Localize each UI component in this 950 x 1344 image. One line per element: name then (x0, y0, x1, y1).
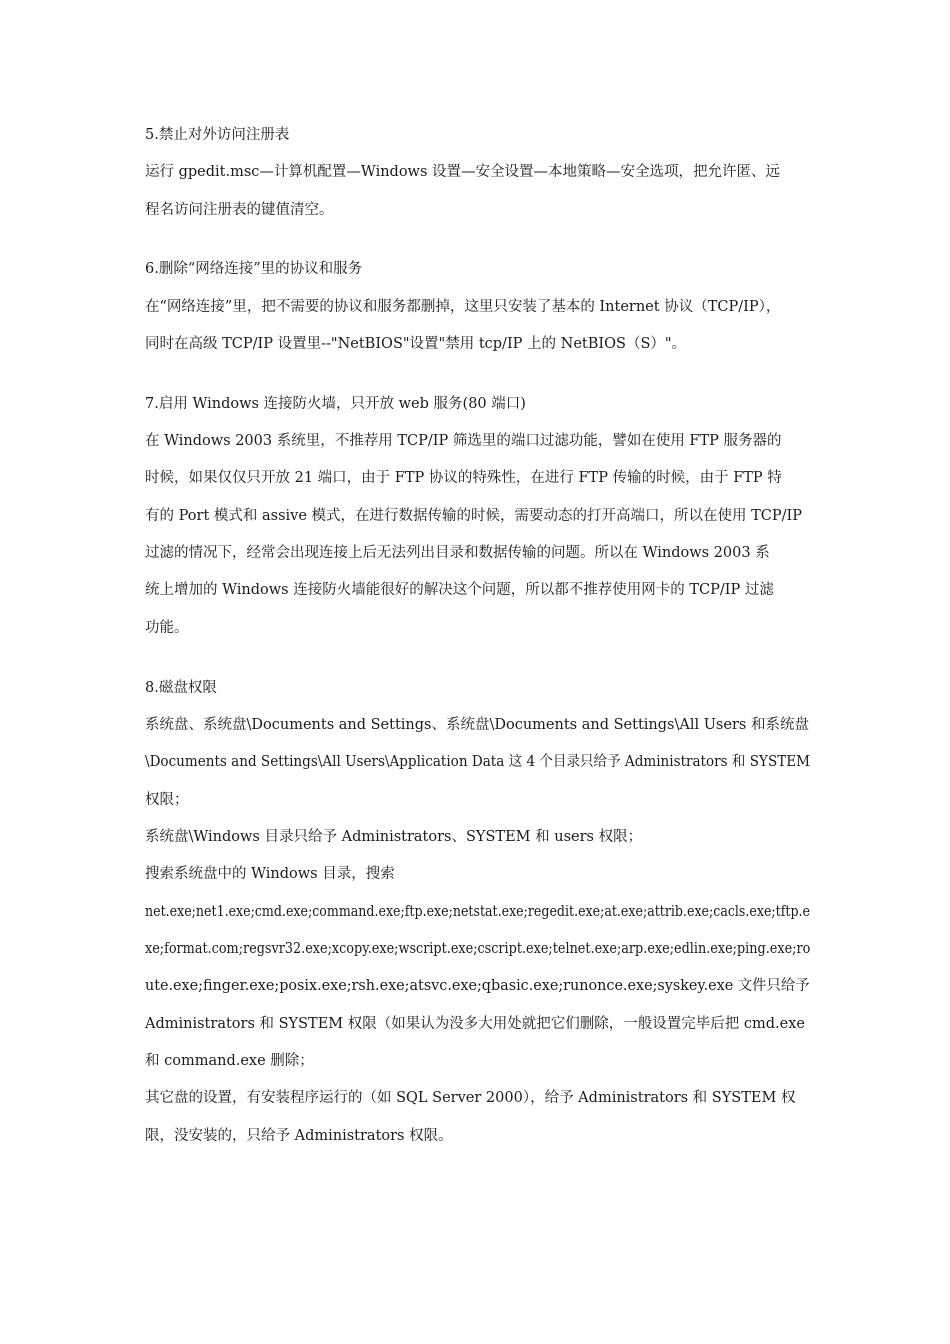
section-7-heading: 7.启用 Windows 连接防火墙，只开放 web 服务(80 端口) (145, 396, 526, 412)
section-7-line-5: 统上增加的 Windows 连接防火墙能很好的解决这个问题，所以都不推荐使用网卡的 TCP/IP 过滤 (145, 582, 774, 598)
section-8-line-3: 权限； (145, 792, 189, 808)
section-8-line-11: 其它盘的设置，有安装程序运行的（如 SQL Server 2000），给予 Administrators 和 SYSTEM 权 (145, 1090, 796, 1106)
section-8-line-12: 限，没安装的，只给予 Administrators 权限。 (145, 1128, 453, 1144)
section-7-line-6: 功能。 (145, 620, 189, 636)
section-7-line-2: 时候，如果仅仅只开放 21 端口，由于 FTP 协议的特殊性，在进行 FTP 传输的时候，由于 FTP 特 (145, 470, 782, 486)
section-7-line-3: 有的 Port 模式和 assive 模式，在进行数据传输的时候，需要动态的打开高端口，所以在使用 TCP/IP (145, 508, 803, 524)
section-8-line-10: 和 command.exe 删除； (145, 1053, 314, 1069)
section-6-line-1: 在“网络连接”里，把不需要的协议和服务都删掉，这里只安装了基本的 Internet 协议（TCP/IP）， (145, 299, 781, 315)
section-8-line-8: ute.exe;finger.exe;posix.exe;rsh.exe;atsvc.exe;qbasic.exe;runonce.exe;syskey.exe 文件只给予 (145, 978, 810, 994)
section-6-heading: 6.删除“网络连接”里的协议和服务 (145, 261, 363, 277)
section-8-line-7: xe;format.com;regsvr32.exe;xcopy.exe;wscript.exe;cscript.exe;telnet.exe;arp.exe;edlin.exe;ping.exe;ro (145, 941, 811, 957)
section-8-line-9: Administrators 和 SYSTEM 权限（如果认为没多大用处就把它们删除，一般设置完毕后把 cmd.exe (145, 1016, 805, 1032)
section-5-line-2: 程名访问注册表的键值清空。 (145, 202, 334, 218)
section-5-heading: 5.禁止对外访问注册表 (145, 127, 290, 143)
section-8-line-6: net.exe;net1.exe;cmd.exe;command.exe;ftp.exe;netstat.exe;regedit.exe;at.exe;attrib.exe;cacls.exe;tftp.e (145, 904, 811, 920)
section-7-line-1: 在 Windows 2003 系统里，不推荐用 TCP/IP 筛选里的端口过滤功能，譬如在使用 FTP 服务器的 (145, 433, 782, 449)
section-7-line-4: 过滤的情况下，经常会出现连接上后无法列出目录和数据传输的问题。所以在 Windows 2003 系 (145, 545, 770, 561)
section-8-line-1: 系统盘、系统盘\Documents and Settings、系统盘\Documents and Settings\All Users 和系统盘 (145, 717, 809, 733)
section-8-heading: 8.磁盘权限 (145, 680, 217, 696)
section-6-line-2: 同时在高级 TCP/IP 设置里--"NetBIOS"设置"禁用 tcp/IP 上的 NetBIOS（S）"。 (145, 336, 687, 352)
section-8-line-5: 搜索系统盘中的 Windows 目录，搜索 (145, 866, 395, 882)
section-8-line-4: 系统盘\Windows 目录只给予 Administrators、SYSTEM 和 users 权限； (145, 829, 643, 845)
section-5-line-1: 运行 gpedit.msc—计算机配置—Windows 设置—安全设置—本地策略—安全选项，把允许匿、远 (145, 164, 781, 180)
section-8-line-2: \Documents and Settings\All Users\Application Data 这 4 个目录只给予 Administrators 和 SYSTEM (145, 754, 811, 770)
